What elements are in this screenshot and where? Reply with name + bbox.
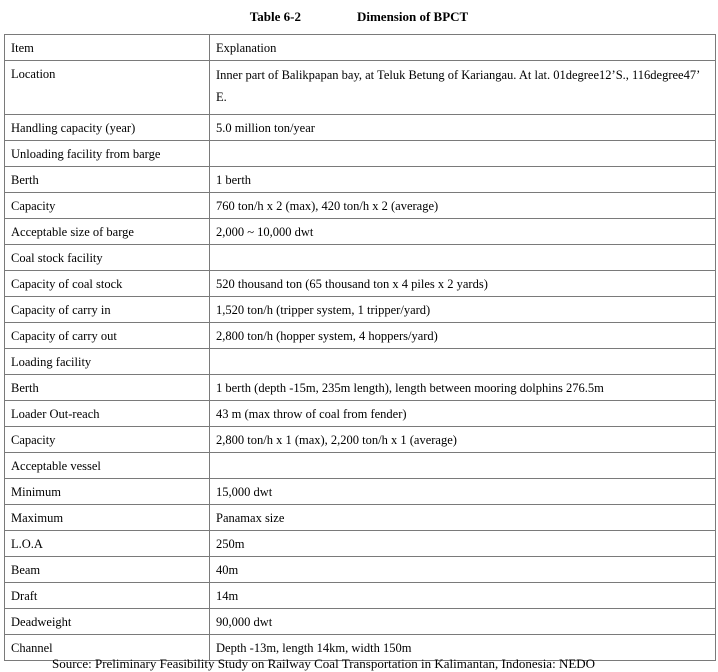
explanation-cell: 760 ton/h x 2 (max), 420 ton/h x 2 (average) [210,193,716,219]
item-cell: Channel [5,635,210,661]
item-cell: Coal stock facility [5,245,210,271]
item-cell: Loading facility [5,349,210,375]
header-cell-explanation: Explanation [210,35,716,61]
explanation-cell: 43 m (max throw of coal from fender) [210,401,716,427]
explanation-cell: 2,800 ton/h (hopper system, 4 hoppers/yard) [210,323,716,349]
explanation-cell: 14m [210,583,716,609]
explanation-cell: 1,520 ton/h (tripper system, 1 tripper/yard) [210,297,716,323]
explanation-cell: 2,800 ton/h x 1 (max), 2,200 ton/h x 1 (average) [210,427,716,453]
table-row [5,167,716,193]
explanation-cell: 2,000 ~ 10,000 dwt [210,219,716,245]
table-row [5,193,716,219]
explanation-cell: 40m [210,557,716,583]
table-row [5,505,716,531]
table-header-row [5,35,716,61]
item-cell: Handling capacity (year) [5,115,210,141]
item-cell: Minimum [5,479,210,505]
item-cell: Capacity [5,193,210,219]
table-row [5,583,716,609]
table-row [5,557,716,583]
item-cell: Location [5,61,210,115]
table-row [5,61,716,115]
item-cell: Unloading facility from barge [5,141,210,167]
explanation-cell [210,141,716,167]
item-cell: Capacity of carry out [5,323,210,349]
table-row [5,349,716,375]
explanation-cell: 90,000 dwt [210,609,716,635]
table-row [5,141,716,167]
item-cell: L.O.A [5,531,210,557]
item-cell: Draft [5,583,210,609]
explanation-cell [210,349,716,375]
source-note: Source: Preliminary Feasibility Study on Railway Coal Transportation in Kalimantan, Indonesia: NEDO [52,656,596,671]
item-cell: Capacity of coal stock [5,271,210,297]
table-body [5,35,716,661]
table-row [5,219,716,245]
item-cell: Loader Out-reach [5,401,210,427]
table-row [5,297,716,323]
explanation-cell: Depth -13m, length 14km, width 150m [210,635,716,661]
table-row [5,271,716,297]
item-cell: Berth [5,375,210,401]
explanation-cell [210,245,716,271]
explanation-cell: Panamax size [210,505,716,531]
table-row [5,453,716,479]
table-number: Table 6-2 [249,9,301,24]
explanation-cell: 520 thousand ton (65 thousand ton x 4 piles x 2 yards) [210,271,716,297]
explanation-cell: 15,000 dwt [210,479,716,505]
item-cell: Berth [5,167,210,193]
item-cell: Beam [5,557,210,583]
header-cell-item: Item [5,35,210,61]
table-caption [0,8,718,26]
table-row [5,427,716,453]
explanation-cell: 250m [210,531,716,557]
explanation-cell: 1 berth [210,167,716,193]
table-row [5,323,716,349]
explanation-cell [210,453,716,479]
bpct-dimension-table [4,34,716,661]
table-row [5,375,716,401]
item-cell: Maximum [5,505,210,531]
item-cell: Capacity [5,427,210,453]
item-cell: Deadweight [5,609,210,635]
table-row [5,479,716,505]
explanation-cell: Inner part of Balikpapan bay, at Teluk Betung of Kariangau. At lat. 01degree12’S., 116degree47’ E. [210,61,716,115]
table-title: Dimension of BPCT [356,9,469,24]
table-row [5,401,716,427]
item-cell: Acceptable size of barge [5,219,210,245]
item-cell: Capacity of carry in [5,297,210,323]
table-row [5,245,716,271]
item-cell: Acceptable vessel [5,453,210,479]
explanation-cell: 1 berth (depth -15m, 235m length), length between mooring dolphins 276.5m [210,375,716,401]
explanation-cell: 5.0 million ton/year [210,115,716,141]
table-row [5,115,716,141]
table-row [5,609,716,635]
table-row [5,531,716,557]
